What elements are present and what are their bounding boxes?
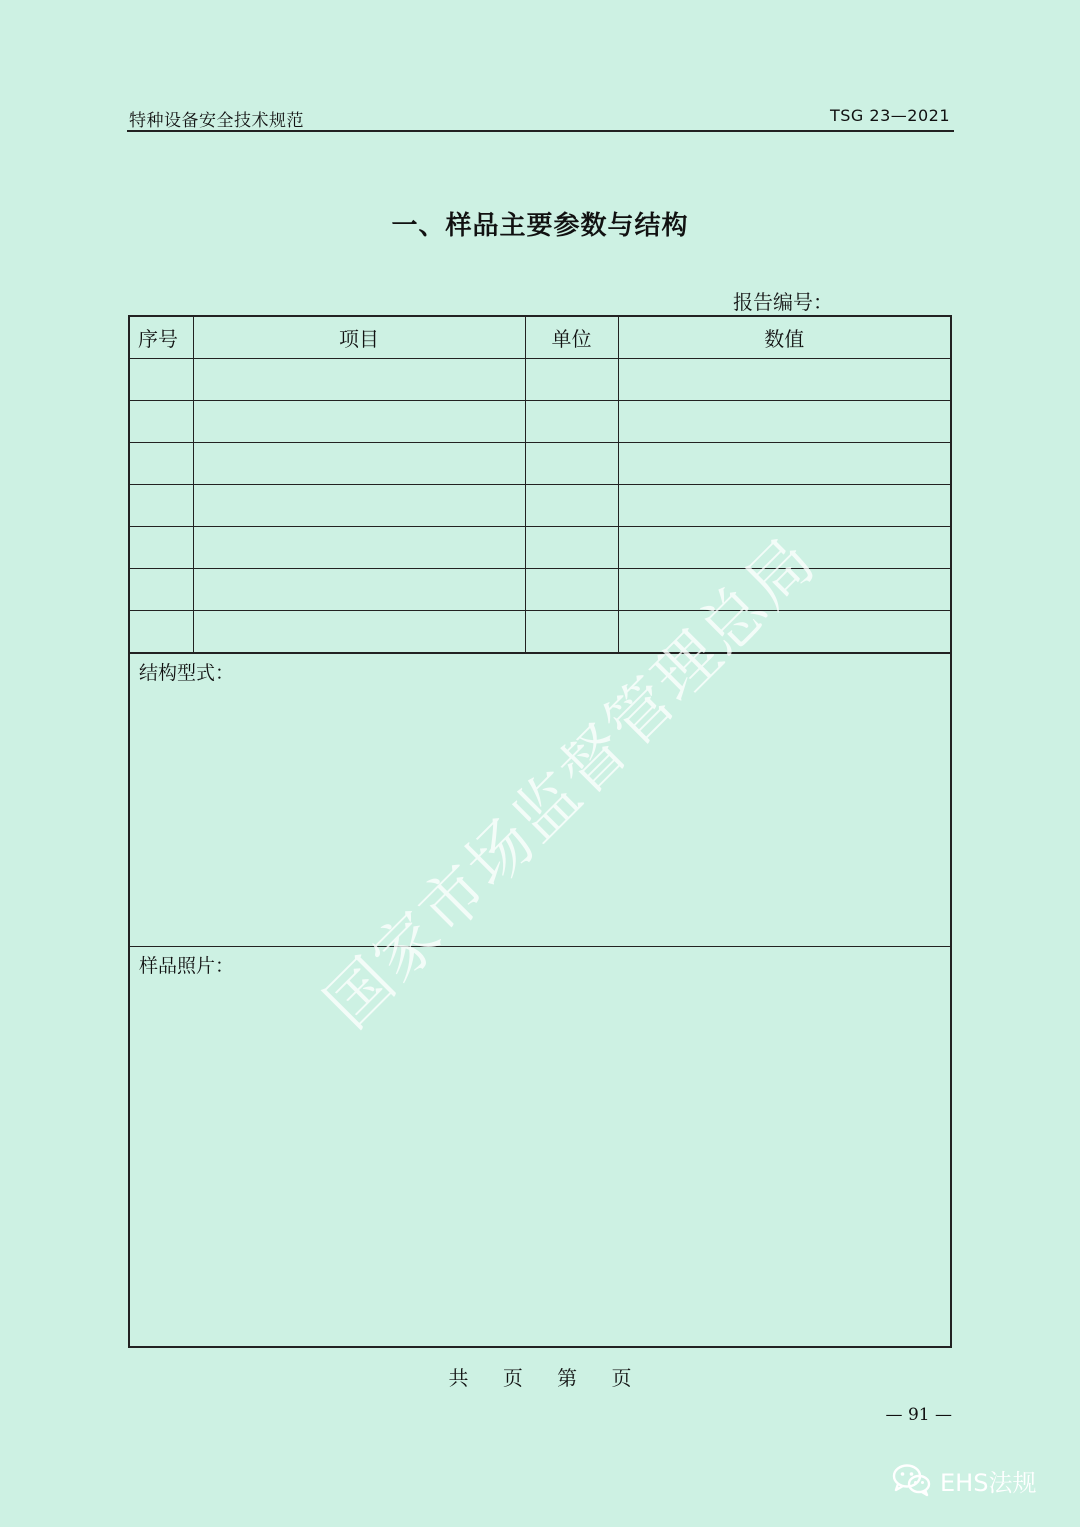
table-row xyxy=(130,611,950,653)
report-number-label: 报告编号： xyxy=(733,290,833,314)
value-cell[interactable] xyxy=(618,485,950,527)
header-standard-code: TSG 23—2021 xyxy=(830,106,950,125)
item-cell[interactable] xyxy=(193,401,525,443)
unit-cell[interactable] xyxy=(525,527,618,569)
column-header-unit: 单位 xyxy=(525,317,618,359)
table-row xyxy=(130,359,950,401)
item-cell[interactable] xyxy=(193,485,525,527)
serial-cell[interactable] xyxy=(130,527,193,569)
sample-photo-field[interactable] xyxy=(130,946,950,1345)
source-badge xyxy=(892,1460,1036,1500)
column-header-serial: 序号 xyxy=(130,317,193,359)
header-standard-name: 特种设备安全技术规范 xyxy=(129,111,304,131)
value-cell[interactable] xyxy=(618,359,950,401)
unit-cell[interactable] xyxy=(525,485,618,527)
structure-type-field[interactable] xyxy=(130,653,950,946)
table-header-row xyxy=(130,317,950,359)
watermark: 国家市场监督管理总局 xyxy=(311,523,831,1043)
item-cell[interactable] xyxy=(193,443,525,485)
item-cell[interactable] xyxy=(193,611,525,653)
wechat-icon xyxy=(892,1463,932,1497)
unit-cell[interactable] xyxy=(525,569,618,611)
serial-cell[interactable] xyxy=(130,485,193,527)
item-cell[interactable] xyxy=(193,359,525,401)
value-cell[interactable] xyxy=(618,569,950,611)
source-badge-text: EHS法规 xyxy=(940,1468,1037,1497)
table-row xyxy=(130,401,950,443)
item-cell[interactable] xyxy=(193,527,525,569)
unit-cell[interactable] xyxy=(525,443,618,485)
sample-photo-label: 样品照片： xyxy=(139,955,235,977)
running-header xyxy=(127,100,954,132)
page-word: 页 xyxy=(611,1366,632,1390)
serial-cell[interactable] xyxy=(130,401,193,443)
value-cell[interactable] xyxy=(618,401,950,443)
table-row xyxy=(130,443,950,485)
total-pages-label: 共 xyxy=(448,1366,469,1390)
serial-cell[interactable] xyxy=(130,569,193,611)
sample-parameters-form xyxy=(128,315,952,1348)
column-header-value: 数值 xyxy=(618,317,950,359)
table-row xyxy=(130,569,950,611)
serial-cell[interactable] xyxy=(130,359,193,401)
section-title: 一、样品主要参数与结构 xyxy=(391,211,689,241)
page-count-line xyxy=(0,1362,1080,1391)
page-number: — 91 — xyxy=(885,1405,952,1425)
column-header-item: 项目 xyxy=(193,317,525,359)
unit-cell[interactable] xyxy=(525,359,618,401)
table-row xyxy=(130,485,950,527)
unit-cell[interactable] xyxy=(525,611,618,653)
item-cell[interactable] xyxy=(193,569,525,611)
value-cell[interactable] xyxy=(618,443,950,485)
structure-type-label: 结构型式： xyxy=(139,662,235,684)
unit-cell[interactable] xyxy=(525,401,618,443)
serial-cell[interactable] xyxy=(130,443,193,485)
value-cell[interactable] xyxy=(618,527,950,569)
current-page-label: 第 xyxy=(557,1366,578,1390)
parameters-table xyxy=(130,317,950,653)
pages-word: 页 xyxy=(502,1366,523,1390)
table-row xyxy=(130,527,950,569)
serial-cell[interactable] xyxy=(130,611,193,653)
value-cell[interactable] xyxy=(618,611,950,653)
